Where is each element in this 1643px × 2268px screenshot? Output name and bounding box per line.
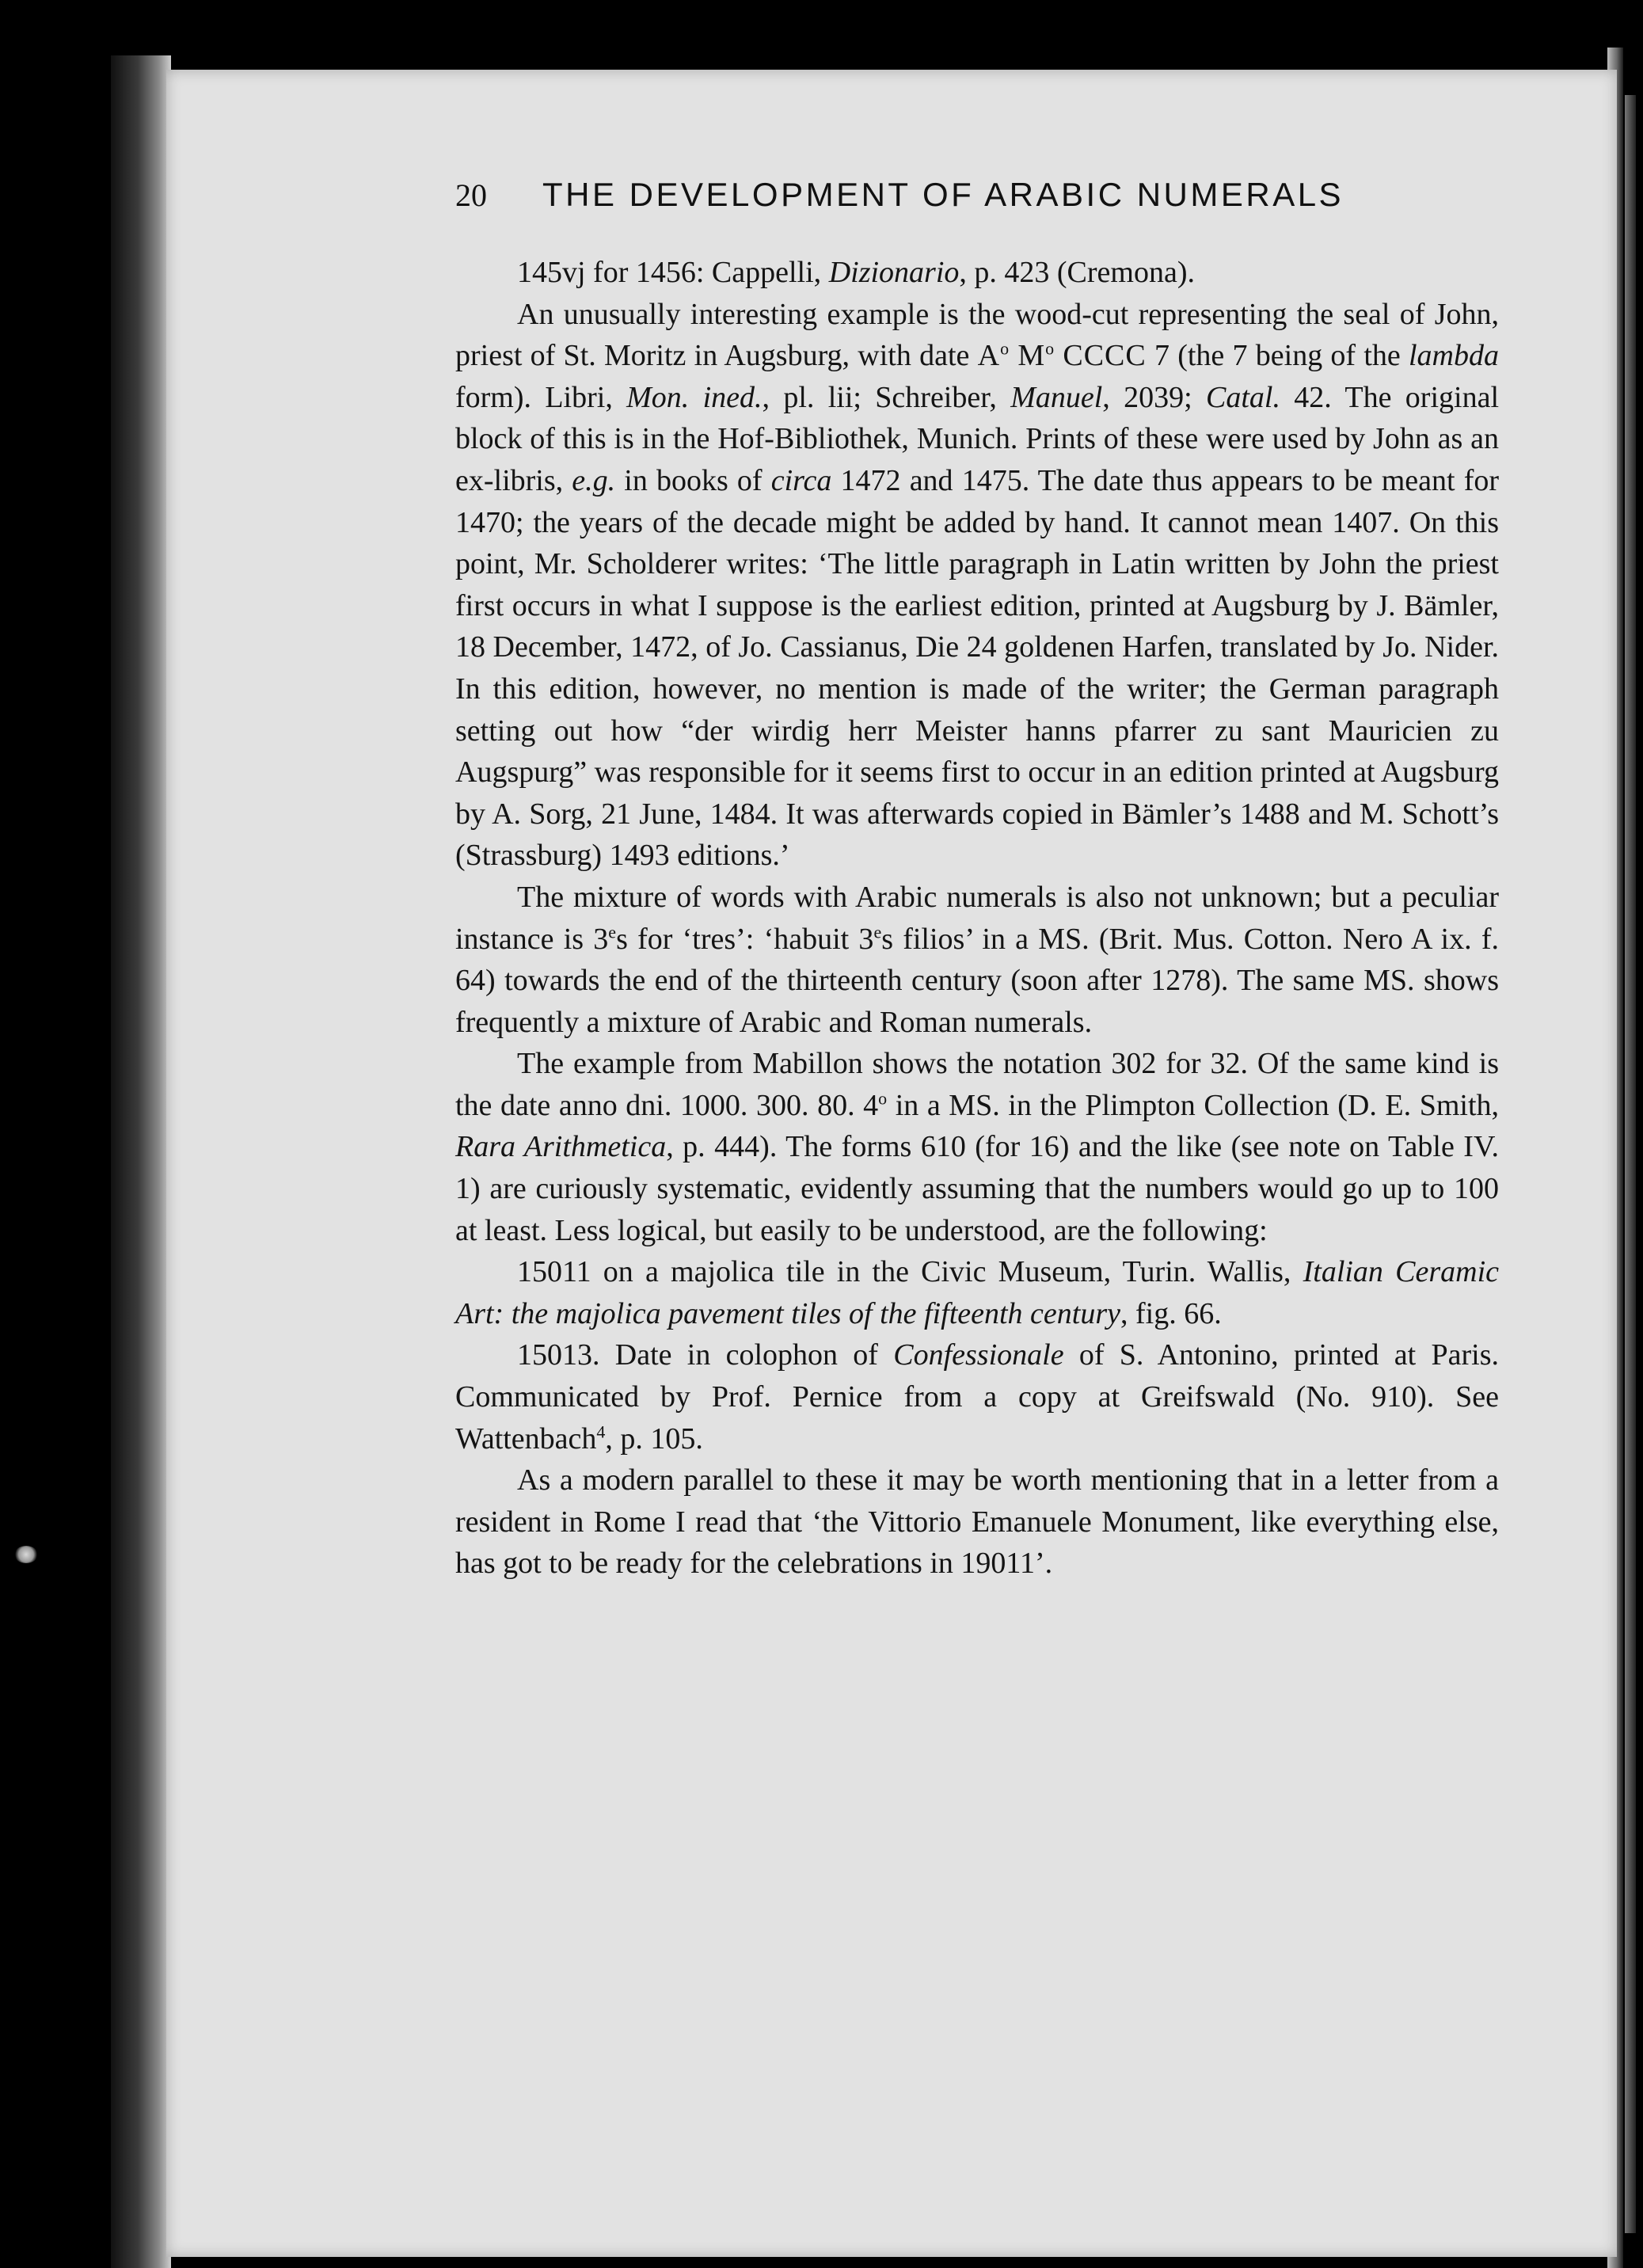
text-run: in a MS. in the Plimpton Collection (D. E. Smith, <box>887 1088 1499 1122</box>
text-run: Manuel <box>1010 380 1103 414</box>
text-run: , p. 423 (Cremona). <box>959 256 1195 289</box>
text-run: Mon. ined. <box>626 380 763 414</box>
page-stack-edge-outer <box>1625 95 1636 2233</box>
text-run: M <box>1009 339 1046 373</box>
text-run: 7 (the 7 being of the <box>1146 339 1409 373</box>
scan-smudge <box>14 1546 38 1563</box>
text-run: Dizionario <box>828 256 960 289</box>
text-run: o <box>878 1088 888 1109</box>
text-run: , pl. lii; Schreiber, <box>762 380 1011 414</box>
page-number: 20 <box>455 177 487 213</box>
text-run: 4 <box>596 1421 606 1441</box>
paragraph <box>455 1043 1499 1251</box>
paragraph <box>455 1459 1499 1585</box>
text-run: An unusually interesting example is the wood-cut representing the seal of John, priest of St. Moritz in Augsburg, with date <box>455 297 1499 373</box>
book-binding-edge <box>111 55 171 2268</box>
text-run: 42. The original block of this is in the Hof-Bibliothek, Munich. Prints of these were used by John as an ex-libris, <box>455 380 1499 497</box>
paragraph <box>455 252 1499 294</box>
text-run: s for ‘tres’: ‘habuit 3 <box>616 922 874 956</box>
text-run: The example from Mabillon shows the notation 302 for 32. Of the same kind is the date anno dni. 1000. 300. 80. 4 <box>455 1047 1499 1122</box>
text-run: e <box>873 921 882 942</box>
text-run: in books of <box>615 463 771 497</box>
text-run: , p. 105. <box>605 1421 703 1456</box>
text-run: CCCC <box>1054 339 1147 373</box>
text-run: Catal. <box>1205 380 1280 414</box>
paragraph <box>455 1334 1499 1459</box>
text-run: 145vj for 1456: Cappelli, <box>517 256 829 289</box>
text-run: Italian Ceramic Art: the majolica pavement tiles of the fifteenth century <box>455 1255 1499 1330</box>
text-run: e.g. <box>572 463 616 497</box>
text-run: Rara Arithmetica <box>455 1130 667 1164</box>
page-header <box>455 176 1417 214</box>
text-run: s filios’ in a MS. (Brit. Mus. Cotton. Nero A ix. f. 64) towards the end of the thirteenth century (soon after 1278). The same MS. shows frequently a mixture of Arabic and Roman numerals. <box>455 922 1499 1039</box>
text-run: 15013. Date in colophon of <box>517 1338 894 1372</box>
body-text <box>455 252 1499 1585</box>
text-run: , fig. 66. <box>1120 1296 1222 1330</box>
text-run: 1472 and 1475. The date thus appears to be meant for 1470; the years of the decade might be added by hand. It cannot mean 1407. On this point, Mr. Scholderer writes: ‘The little paragraph in Latin written by John the priest first occurs in what I suppose is the earliest edition, printed at Augsburg by J. Bämler, 18 December, 1472, of Jo. Cassianus, Die 24 goldenen Harfen, translated by Jo. Nider. In this edition, however, no mention is made of the writer; the German paragraph setting out how “der wirdig herr Meister hanns pfarrer zu sant Mauricien zu Augspurg” was responsible for it seems first to occur in an edition printed at Augsburg by A. Sorg, 21 June, 1484. It was afterwards copied in Bämler’s 1488 and M. Schott’s (Strassburg) 1493 editions.’ <box>455 463 1499 873</box>
text-run: o <box>1000 338 1010 359</box>
paragraph <box>455 294 1499 877</box>
paragraph <box>455 877 1499 1043</box>
text-run: o <box>1045 338 1055 359</box>
running-title: THE DEVELOPMENT OF ARABIC NUMERALS <box>542 176 1344 213</box>
text-run: Confessionale <box>893 1338 1064 1372</box>
text-run: The mixture of words with Arabic numerals is also not unknown; but a peculiar instance is 3 <box>455 880 1499 956</box>
text-run: lambda <box>1409 339 1499 373</box>
text-run: e <box>608 921 617 942</box>
text-run: , p. 444). The forms 610 (for 16) and the like (see note on Table IV. 1) are curiously systematic, evidently assuming that the numbers would go up to 100 at least. Less logical, but easily to be understood, are the following: <box>455 1130 1499 1247</box>
text-run: A <box>977 339 1001 373</box>
text-run: of S. Antonino, printed at Paris. Communicated by Prof. Pernice from a copy at Greifswald (No. 910). See Wattenbach <box>455 1338 1499 1456</box>
text-run: As a modern parallel to these it may be worth mentioning that in a letter from a resident in Rome I read that ‘the Vittorio Emanuele Monument, like everything else, has got to be ready for the celebrations in 19011’. <box>455 1463 1499 1581</box>
paragraph <box>455 1251 1499 1334</box>
text-run: circa <box>770 463 832 497</box>
text-run: 15011 on a majolica tile in the Civic Museum, Turin. Wallis, <box>517 1255 1303 1289</box>
text-run: , 2039; <box>1102 380 1206 414</box>
text-run: form). Libri, <box>455 380 627 414</box>
